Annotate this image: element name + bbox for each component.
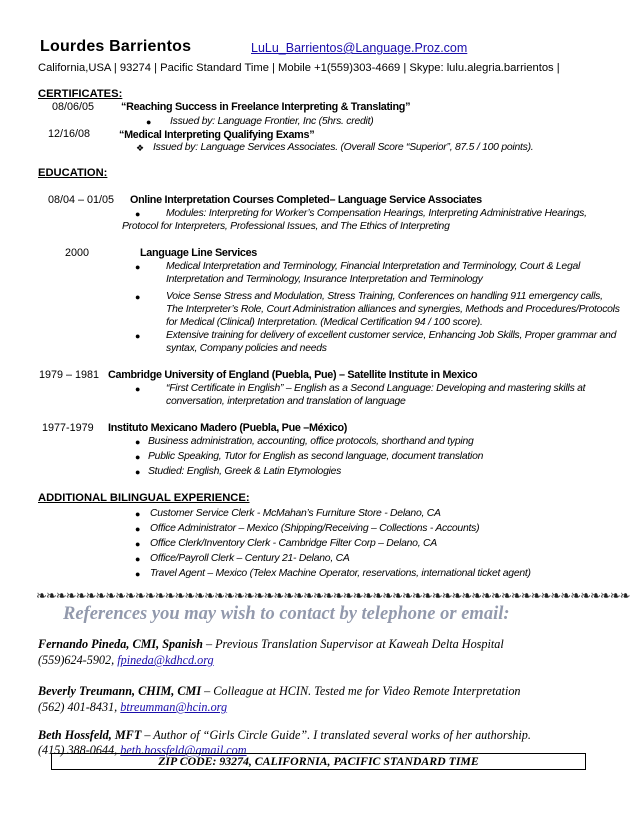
certificate-title: “Reaching Success in Freelance Interpreting & Translating” xyxy=(121,101,411,113)
reference-name: Beth Hossfeld, MFT xyxy=(38,728,142,742)
resume-name: Lourdes Barrientos xyxy=(40,38,192,55)
education-detail-line: Protocol for Interpreters, Professional Issues, and The Ethics of Interpreting xyxy=(122,221,450,232)
certificate-detail: Issued by: Language Frontier, Inc (5hrs. credit) xyxy=(170,116,374,127)
education-detail-line: Business administration, accounting, office protocols, shorthand and typing xyxy=(148,436,474,447)
education-title: Cambridge University of England (Puebla, Pue) – Satellite Institute in Mexico xyxy=(108,369,478,381)
ornament-divider: ❧❧❧❧❧❧❧❧❧❧❧❧❧❧❧❧❧❧❧❧❧❧❧❧❧❧❧❧❧❧❧❧❧❧❧❧❧❧❧❧❧❧❧❧❧❧❧❧❧❧❧❧❧❧❧❧❧❧❧❧ xyxy=(36,588,630,603)
reference-contact xyxy=(38,653,214,668)
education-detail-line: Modules: Interpreting for Worker’s Compensation Hearings, Interpreting Administrative Hearings, xyxy=(166,208,587,219)
education-title: Language Line Services xyxy=(140,247,258,259)
reference-phone: (415) 388-0644, xyxy=(38,743,121,757)
bilingual-item: Customer Service Clerk - McMahan’s Furniture Store - Delano, CA xyxy=(150,508,441,519)
email-link[interactable]: LuLu_Barrientos@Language.Proz.com xyxy=(251,41,468,55)
reference-phone: (562) 401-8431, xyxy=(38,700,121,714)
education-detail-line: “First Certificate in English” – English as a Second Language: Developing and mastering skills at xyxy=(166,383,586,394)
reference-email-link[interactable]: fpineda@kdhcd.org xyxy=(117,653,214,667)
education-detail-line: Interpretation and Terminology, Insurance Interpretation and Terminology xyxy=(166,274,483,285)
reference-description: – Author of “Girls Circle Guide”. I translated several works of her authorship. xyxy=(141,728,531,742)
bilingual-item: Office Administrator – Mexico (Shipping/Receiving – Collections - Accounts) xyxy=(150,523,480,534)
reference-email-link[interactable]: btreumman@hcin.org xyxy=(120,700,228,714)
bilingual-heading: ADDITIONAL BILINGUAL EXPERIENCE: xyxy=(38,492,250,504)
reference-line xyxy=(38,684,521,699)
bullet-icon: ● xyxy=(135,539,141,549)
bullet-icon: ● xyxy=(135,209,141,219)
education-title: Online Interpretation Courses Completed– Language Service Associates xyxy=(130,194,482,206)
reference-line xyxy=(38,637,504,652)
contact-line: California,USA | 93274 | Pacific Standard Time | Mobile +1(559)303-4669 | Skype: lulu.alegria.barrientos | xyxy=(38,62,560,74)
education-detail-line: for Medical (Clinical) Interpretation. (Medical Certification 94 / 100 score). xyxy=(166,317,483,328)
education-date: 08/04 – 01/05 xyxy=(48,194,115,206)
bullet-icon: ● xyxy=(135,292,141,302)
education-detail-line: Public Speaking, Tutor for English as second language, document translation xyxy=(148,451,484,462)
certificate-title: “Medical Interpreting Qualifying Exams” xyxy=(119,129,315,141)
bullet-icon: ● xyxy=(135,467,141,477)
bilingual-item: Office Clerk/Inventory Clerk - Cambridge Filter Corp – Delano, CA xyxy=(150,538,437,549)
education-heading: EDUCATION: xyxy=(38,167,108,179)
education-date: 2000 xyxy=(65,247,90,259)
education-detail-line: Extensive training for delivery of excellent customer service, Enhancing Job Skills, Proper grammar and xyxy=(166,330,617,341)
education-date: 1979 – 1981 xyxy=(39,369,100,381)
bullet-icon: ● xyxy=(135,331,141,341)
certificate-date: 12/16/08 xyxy=(48,128,91,140)
bilingual-item: Travel Agent – Mexico (Telex Machine Operator, reservations, international ticket agent) xyxy=(150,568,531,579)
reference-line xyxy=(38,728,531,743)
education-detail-line: Studied: English, Greek & Latin Etymologies xyxy=(148,466,342,477)
bullet-icon: ● xyxy=(146,117,152,127)
reference-description: – Previous Translation Supervisor at Kaweah Delta Hospital xyxy=(202,637,504,651)
bullet-icon: ● xyxy=(135,452,141,462)
references-heading: References you may wish to contact by telephone or email: xyxy=(63,604,510,624)
diamond-bullet-icon: ❖ xyxy=(136,143,145,153)
certificate-date: 08/06/05 xyxy=(52,101,95,113)
zip-code-footer: ZIP CODE: 93274, CALIFORNIA, PACIFIC STANDARD TIME xyxy=(51,753,586,770)
bullet-icon: ● xyxy=(135,384,141,394)
reference-contact xyxy=(38,700,227,715)
education-detail-line: The Interpreter’s Role, Court Administration alliances and synergies, Methods and Procedures/Protocols xyxy=(166,304,620,315)
reference-name: Beverly Treumann, CHIM, CMI xyxy=(38,684,202,698)
education-detail-line: syntax, Company policies and needs xyxy=(166,343,327,354)
education-date: 1977-1979 xyxy=(42,422,94,434)
bullet-icon: ● xyxy=(135,437,141,447)
bullet-icon: ● xyxy=(135,569,141,579)
bullet-icon: ● xyxy=(135,262,141,272)
reference-phone: (559)624-5902, xyxy=(38,653,118,667)
education-title: Instituto Mexicano Madero (Puebla, Pue –México) xyxy=(108,422,348,434)
reference-email-link[interactable]: beth.hossfeld@gmail.com xyxy=(120,743,247,757)
certificate-detail: Issued by: Language Services Associates. (Overall Score “Superior”, 87.5 / 100 points). xyxy=(153,142,534,153)
education-detail-line: conversation, interpretation and translation of language xyxy=(166,396,406,407)
bullet-icon: ● xyxy=(135,554,141,564)
bullet-icon: ● xyxy=(135,524,141,534)
certificates-heading: CERTIFICATES: xyxy=(38,88,123,100)
reference-description: – Colleague at HCIN. Tested me for Video Remote Interpretation xyxy=(201,684,521,698)
education-detail-line: Voice Sense Stress and Modulation, Stress Training, Conferences on handling 911 emergency calls, xyxy=(166,291,603,302)
bilingual-item: Office/Payroll Clerk – Century 21- Delano, CA xyxy=(150,553,350,564)
reference-name: Fernando Pineda, CMI, Spanish xyxy=(38,637,203,651)
education-detail-line: Medical Interpretation and Terminology, Financial Interpretation and Terminology, Court & Legal xyxy=(166,261,581,272)
bullet-icon: ● xyxy=(135,509,141,519)
